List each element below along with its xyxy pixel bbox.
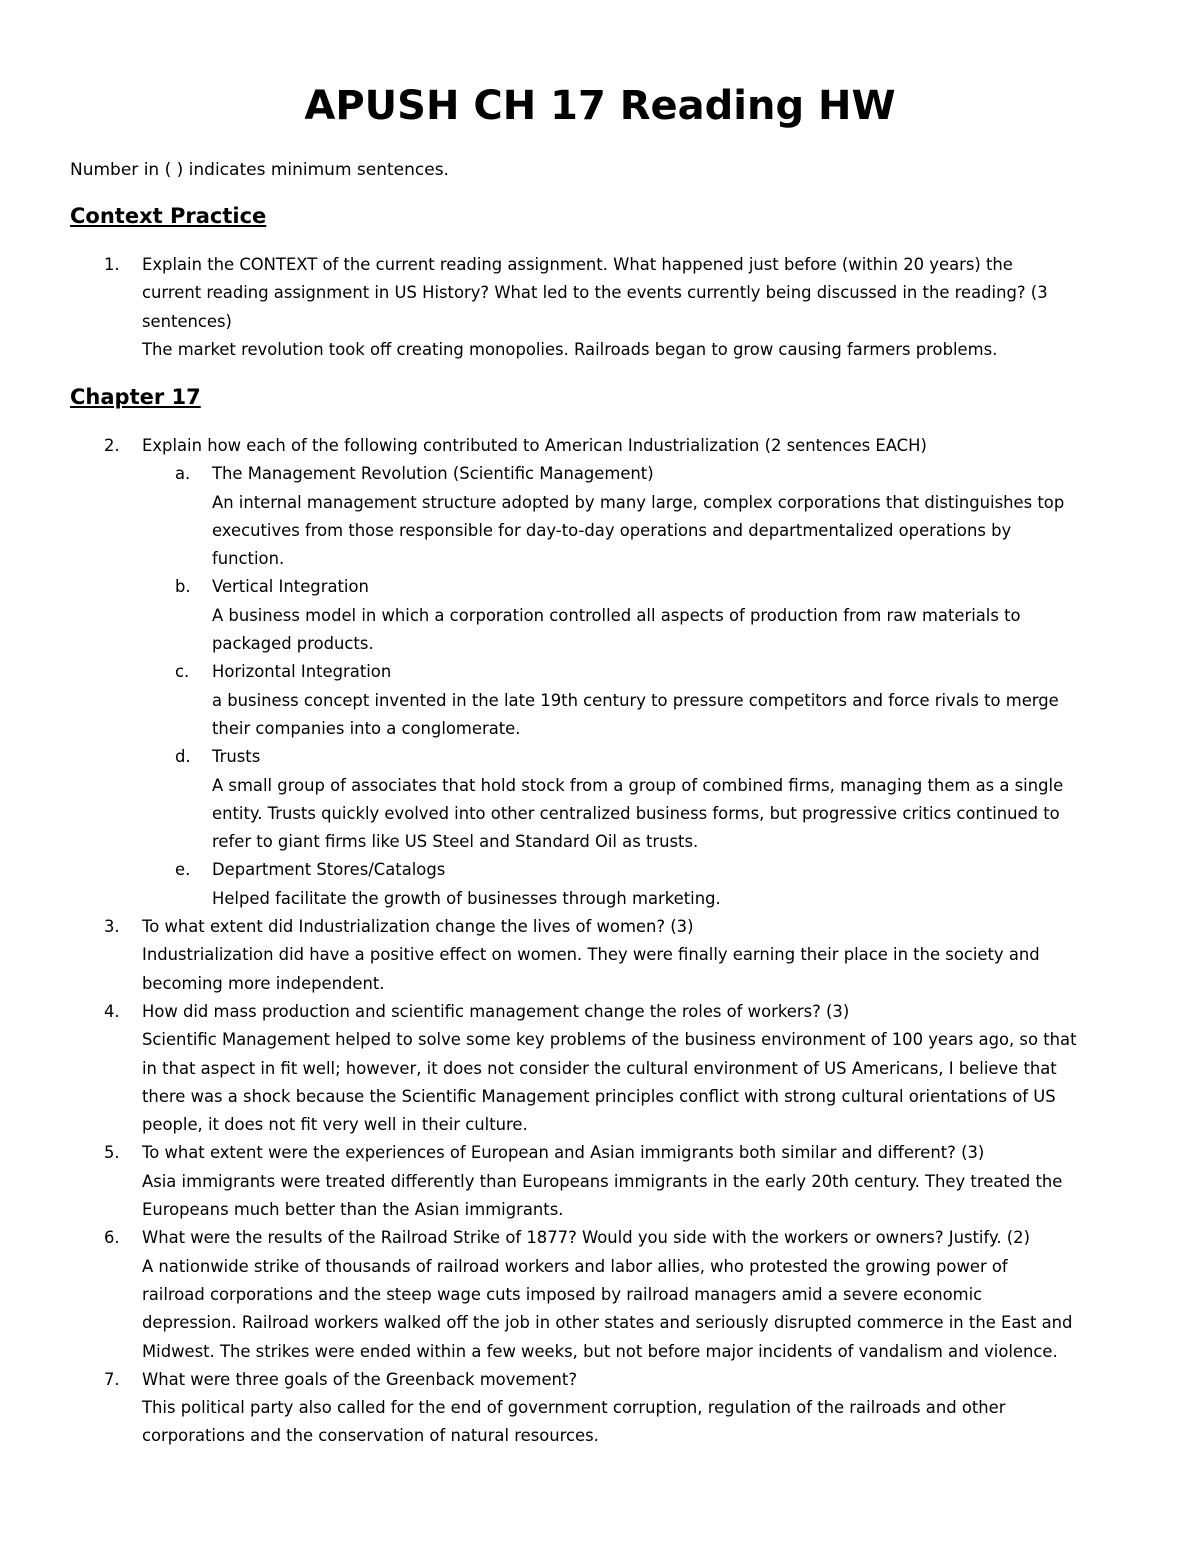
question-3 [0, 913, 1132, 998]
sub-item-letter: d. [175, 747, 191, 767]
answer-text: The market revolution took off creating monopolies. Railroads began to grow causing farmers problems. [142, 339, 998, 359]
answer-text-line: Scientific Management helped to solve some key problems of the business environment of 100 years ago, so that [142, 1030, 1077, 1050]
answer-text-line: packaged products. [212, 634, 374, 654]
sub-item-letter: c. [175, 662, 190, 682]
sub-item-c [0, 658, 1132, 743]
section-heading-context: Context Practice [70, 204, 267, 228]
answer-text-line: This political party also called for the end of government corruption, regulation of the railroads and other [142, 1398, 1006, 1418]
chapter-questions-block [0, 432, 1200, 1451]
question-text-line: How did mass production and scientific management change the roles of workers? (3) [142, 1001, 850, 1021]
question-text-line: To what extent were the experiences of European and Asian immigrants both similar and different? (3) [142, 1143, 985, 1163]
answer-text-line: their companies into a conglomerate. [212, 718, 521, 738]
answer-text-line: depression. Railroad workers walked off the job in other states and seriously disrupted commerce in the East and [142, 1313, 1073, 1333]
answer-text-line: executives from those responsible for day-to-day operations and departmentalized operations by [212, 520, 1012, 540]
answer-text-line: in that aspect in fit well; however, it does not consider the cultural environment of US Americans, I believe that [142, 1058, 1057, 1078]
question-number: 5. [104, 1143, 120, 1163]
sub-item-term: Trusts [212, 747, 261, 767]
question-number: 3. [104, 917, 120, 937]
sub-item-b [0, 573, 1132, 658]
question-number: 1. [104, 255, 120, 274]
answer-text-line: An internal management structure adopted by many large, complex corporations that distinguishes top [212, 492, 1065, 512]
question-text-line: What were the results of the Railroad Strike of 1877? Would you side with the workers or owners? Justify. (2) [142, 1228, 1030, 1248]
answer-text-line: Europeans much better than the Asian immigrants. [142, 1200, 564, 1220]
answer-text-line: people, it does not fit very well in their culture. [142, 1115, 528, 1135]
answer-text-line: Midwest. The strikes were ended within a few weeks, but not before major incidents of vandalism and violence. [142, 1341, 1058, 1361]
sub-item-term: Department Stores/Catalogs [212, 860, 446, 880]
question-text-line: Explain how each of the following contributed to American Industrialization (2 sentences EACH) [142, 436, 927, 455]
sub-item-letter: e. [175, 860, 191, 880]
question-number: 2. [104, 436, 120, 455]
question-number: 6. [104, 1228, 120, 1248]
sub-item-d [0, 743, 1132, 856]
answer-text-line: corporations and the conservation of natural resources. [142, 1426, 599, 1446]
answer-text-line: railroad corporations and the steep wage cuts imposed by railroad managers amid a severe economic [142, 1284, 983, 1304]
sub-item-term: Vertical Integration [212, 577, 369, 597]
answer-text-line: a business concept invented in the late 19th century to pressure competitors and force rivals to merge [212, 690, 1059, 710]
answer-text-line: A nationwide strike of thousands of railroad workers and labor allies, who protested the growing power of [142, 1256, 1008, 1276]
section-heading-chapter: Chapter 17 [70, 385, 201, 409]
answer-text-line: becoming more independent. [142, 973, 385, 993]
question-1 [0, 251, 1132, 364]
answer-text-line: Asia immigrants were treated differently than Europeans immigrants in the early 20th century. They treated the [142, 1171, 1063, 1191]
question-4 [0, 998, 1132, 1139]
page-title: APUSH CH 17 Reading HW [304, 83, 896, 129]
sub-item-e [0, 856, 1132, 913]
answer-text-line: A small group of associates that hold stock from a group of combined firms, managing them as a single [212, 775, 1064, 795]
question-text-line: current reading assignment in US History? What led to the events currently being discussed in the reading? (3 [142, 283, 1048, 303]
question-6 [0, 1224, 1132, 1365]
answer-text-line: A business model in which a corporation controlled all aspects of production from raw materials to [212, 605, 1021, 625]
answer-text-line: there was a shock because the Scientific Management principles conflict with strong cultural orientations of US [142, 1086, 1056, 1106]
instruction-note: Number in ( ) indicates minimum sentences. [70, 160, 449, 180]
question-number: 7. [104, 1369, 120, 1389]
sub-item-a [0, 460, 1132, 573]
question-text-line: What were three goals of the Greenback movement? [142, 1369, 578, 1389]
context-question-block [0, 251, 1200, 364]
answer-text-line: Industrialization did have a positive effect on women. They were finally earning their place in the society and [142, 945, 1040, 965]
answer-text-line: function. [212, 549, 285, 569]
sub-item-letter: b. [175, 577, 191, 597]
question-text-line: sentences) [142, 311, 232, 331]
question-text-line: To what extent did Industrialization change the lives of women? (3) [142, 917, 694, 937]
sub-item-term: The Management Revolution (Scientific Management) [212, 464, 654, 484]
question-2 [0, 432, 1132, 460]
question-7 [0, 1366, 1132, 1451]
answer-text-line: refer to giant firms like US Steel and Standard Oil as trusts. [212, 832, 699, 852]
question-5 [0, 1139, 1132, 1224]
answer-text-line: Helped facilitate the growth of businesses through marketing. [212, 888, 721, 908]
sub-item-letter: a. [175, 464, 191, 484]
answer-text-line: entity. Trusts quickly evolved into other centralized business forms, but progressive critics continued to [212, 803, 1060, 823]
question-number: 4. [104, 1001, 120, 1021]
question-text-line: Explain the CONTEXT of the current reading assignment. What happened just before (within 20 years) the [142, 255, 1013, 274]
sub-item-term: Horizontal Integration [212, 662, 392, 682]
